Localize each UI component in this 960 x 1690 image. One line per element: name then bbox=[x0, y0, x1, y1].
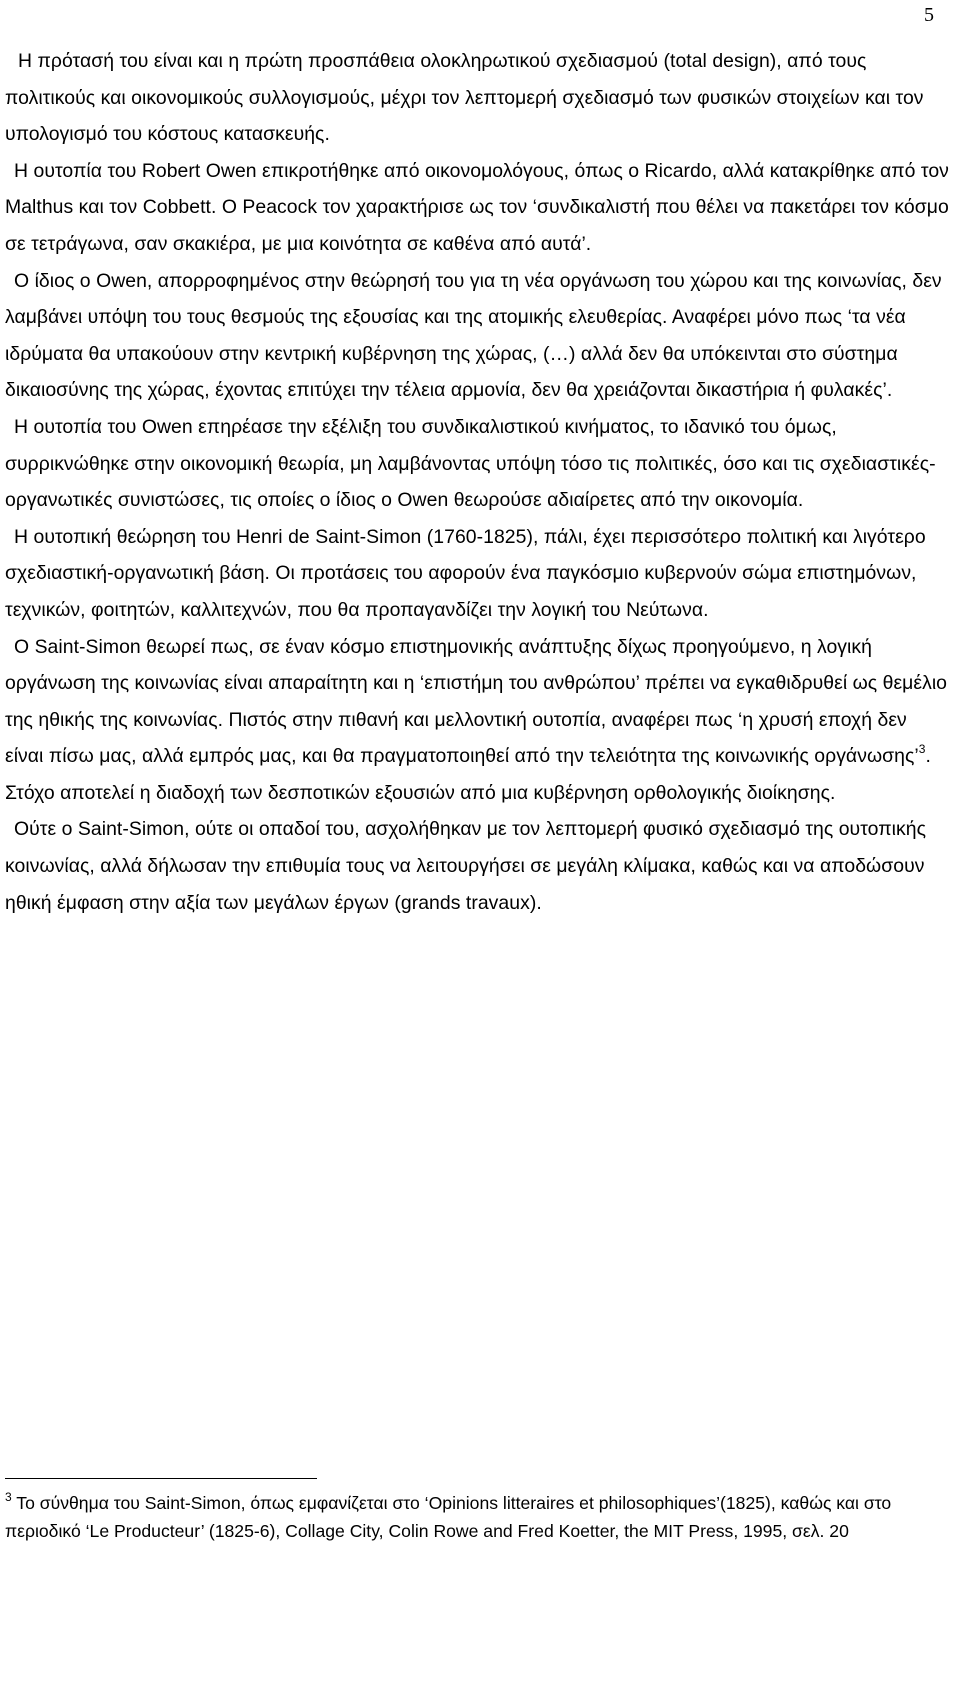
footnote bbox=[5, 1490, 950, 1545]
paragraph: Η ουτοπία του Robert Owen επικροτήθηκε από οικονομολόγους, όπως ο Ricardo, αλλά κατακρίθηκε από τον Malthus και τον Cobbett. Ο Peacock τον χαρακτήρισε ως τον ‘συνδικαλιστή που θέλει να πακετάρει τον κόσμο σε τετράγωνα, σαν σκακιέρα, με μια κοινότητα σε καθένα από αυτά’. bbox=[5, 159, 949, 255]
footnote-body: Το σύνθημα του Saint-Simon, όπως εμφανίζεται στο ‘Opinions litteraires et philosophiques’(1825), καθώς και στο περιοδικό ‘Le Producteur’ (1825-6), Collage City, Colin Rowe and Fred Koetter, the MIT Press, 1995, σελ. 20 bbox=[5, 1493, 892, 1541]
paragraph-text: Ο Saint-Simon θεωρεί πως, σε έναν κόσμο επιστημονικής ανάπτυξης δίχως προηγούμενο, η λογική οργάνωση της κοινωνίας είναι απαραίτητη και η ‘επιστήμη του ανθρώπου’ πρέπει να εγκαθιδρυθεί ως θεμέλιο της ηθικής της κοινωνίας. Πιστός στην πιθανή και μελλοντική ουτοπία, αναφέρει πως ‘η χρυσή εποχή δεν είναι πίσω μας, αλλά εμπρός μας, και θα πραγματοποιηθεί από την τελειότητα της κοινωνικής οργάνωσης’ bbox=[5, 635, 948, 768]
paragraph: Η πρότασή του είναι και η πρώτη προσπάθεια ολοκληρωτικού σχεδιασμού (total design), από τους πολιτικούς και οικονομικούς συλλογισμούς, μέχρι τον λεπτομερή σχεδιασμό των φυσικών στοιχείων και τον υπολογισμό του κόστους κατασκευής. bbox=[5, 50, 924, 146]
body-text bbox=[5, 43, 950, 921]
footnote-mark: 3 bbox=[5, 1490, 12, 1504]
paragraph: Η ουτοπία του Owen επηρέασε την εξέλιξη του συνδικαλιστικού κινήματος, το ιδανικό του όμως, συρρικνώθηκε στην οικονομική θεωρία, μη λαμβάνοντας υπόψη τόσο τις πολιτικές, όσο και τις σχεδιαστικές-οργανωτικές συνιστώσες, τις οποίες ο ίδιος ο Owen θεωρούσε αδιαίρετες από την οικονομία. bbox=[5, 415, 936, 512]
paragraph bbox=[5, 629, 950, 812]
footnote-text bbox=[5, 1490, 950, 1545]
paragraph-text: . Στόχο αποτελεί η διαδοχή των δεσποτικών εξουσιών από μια κυβέρνηση ορθολογικής διοίκησης. bbox=[5, 745, 931, 804]
paragraph: Ούτε ο Saint-Simon, ούτε οι οπαδοί του, ασχολήθηκαν με τον λεπτομερή φυσικό σχεδιασμό της ουτοπικής κοινωνίας, αλλά δήλωσαν την επιθυμία τους να λειτουργήσει σε μεγάλη κλίμακα, καθώς και να αποδώσουν ηθική έμφαση στην αξία των μεγάλων έργων (grands travaux). bbox=[5, 818, 926, 914]
footnote-separator bbox=[5, 1478, 317, 1479]
paragraph: Ο ίδιος ο Owen, απορροφημένος στην θεώρησή του για τη νέα οργάνωση του χώρου και της κοινωνίας, δεν λαμβάνει υπόψη του τους θεσμούς της εξουσίας και της ατομικής ελευθερίας. Αναφέρει μόνο πως ‘τα νέα ιδρύματα θα υπακούουν στην κεντρική κυβέρνηση της χώρας, (…) αλλά δεν θα υπόκεινται στο σύστημα δικαιοσύνης της χώρας, έχοντας επιτύχει την τέλεια αρμονία, δεν θα χρειάζονται δικαστήρια ή φυλακές’. bbox=[5, 269, 942, 402]
paragraph: Η ουτοπική θεώρηση του Henri de Saint-Simon (1760-1825), πάλι, έχει περισσότερο πολιτική και λιγότερο σχεδιαστική-οργανωτική βάση. Οι προτάσεις του αφορούν ένα παγκόσμιο κυβερνούν σώμα επιστημόνων, τεχνικών, φοιτητών, καλλιτεχνών, που θα προπαγανδίζει την λογική του Νεύτωνα. bbox=[5, 525, 926, 621]
footnote-reference[interactable]: 3 bbox=[918, 742, 926, 757]
page-number: 5 bbox=[924, 4, 934, 26]
